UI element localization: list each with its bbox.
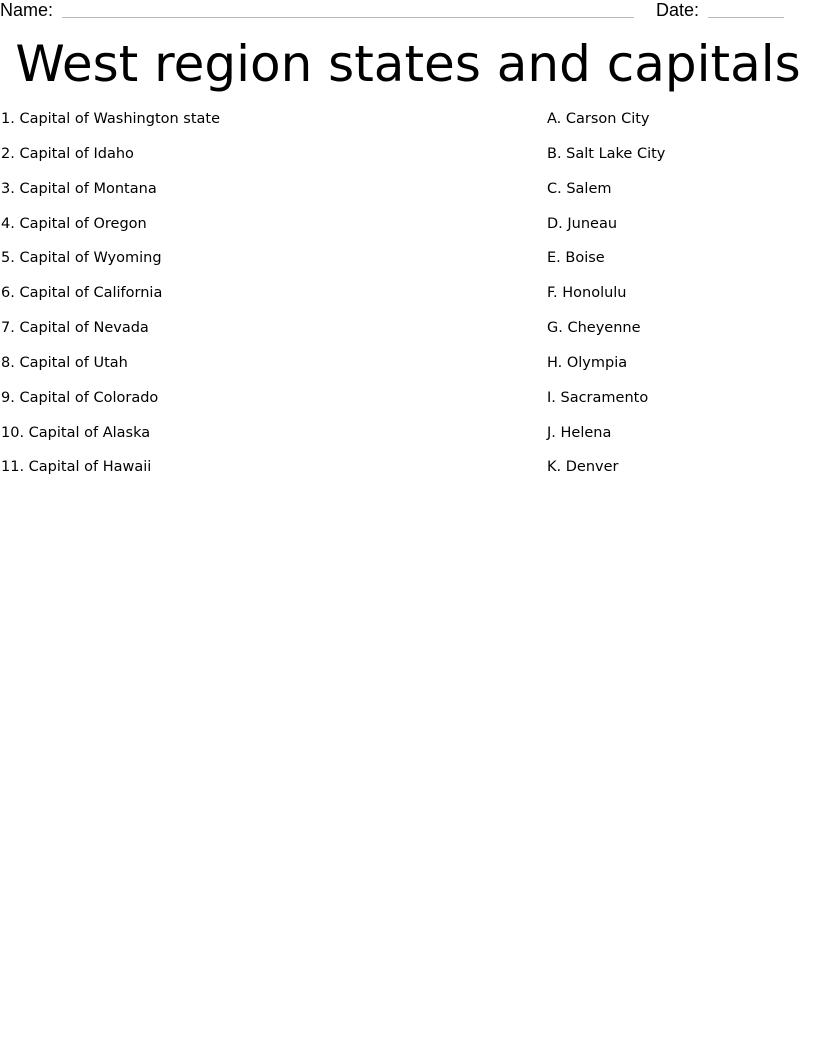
- answer-item: K. Denver: [547, 459, 619, 476]
- question-item: 11. Capital of Hawaii: [1, 459, 152, 476]
- worksheet-header: [0, 0, 816, 22]
- answer-item: D. Juneau: [547, 215, 618, 232]
- answer-item: F. Honolulu: [547, 285, 627, 302]
- worksheet-title: West region states and capitals: [15, 35, 801, 93]
- questions-column: [1, 110, 220, 493]
- answer-item: C. Salem: [547, 180, 612, 197]
- question-item: 9. Capital of Colorado: [1, 389, 159, 406]
- answer-item: E. Boise: [547, 250, 605, 267]
- date-blank-line: [708, 17, 784, 18]
- answer-item: B. Salt Lake City: [547, 145, 666, 162]
- answers-column: [547, 110, 665, 493]
- question-item: 1. Capital of Washington state: [1, 111, 221, 127]
- answer-item: I. Sacramento: [547, 389, 649, 406]
- question-item: 8. Capital of Utah: [1, 354, 128, 371]
- answer-item: G. Cheyenne: [547, 320, 641, 337]
- question-item: 4. Capital of Oregon: [1, 215, 147, 232]
- question-item: 6. Capital of California: [1, 285, 163, 302]
- date-label: Date:: [656, 0, 700, 20]
- question-item: 7. Capital of Nevada: [1, 320, 149, 337]
- name-label: Name:: [0, 0, 54, 20]
- answer-item: A. Carson City: [547, 111, 650, 127]
- question-item: 5. Capital of Wyoming: [1, 250, 162, 267]
- answer-item: J. Helena: [547, 424, 612, 441]
- answer-item: H. Olympia: [547, 354, 628, 371]
- question-item: 3. Capital of Montana: [1, 180, 157, 197]
- question-item: 10. Capital of Alaska: [1, 424, 151, 441]
- name-blank-line: [62, 17, 634, 18]
- question-item: 2. Capital of Idaho: [1, 145, 134, 162]
